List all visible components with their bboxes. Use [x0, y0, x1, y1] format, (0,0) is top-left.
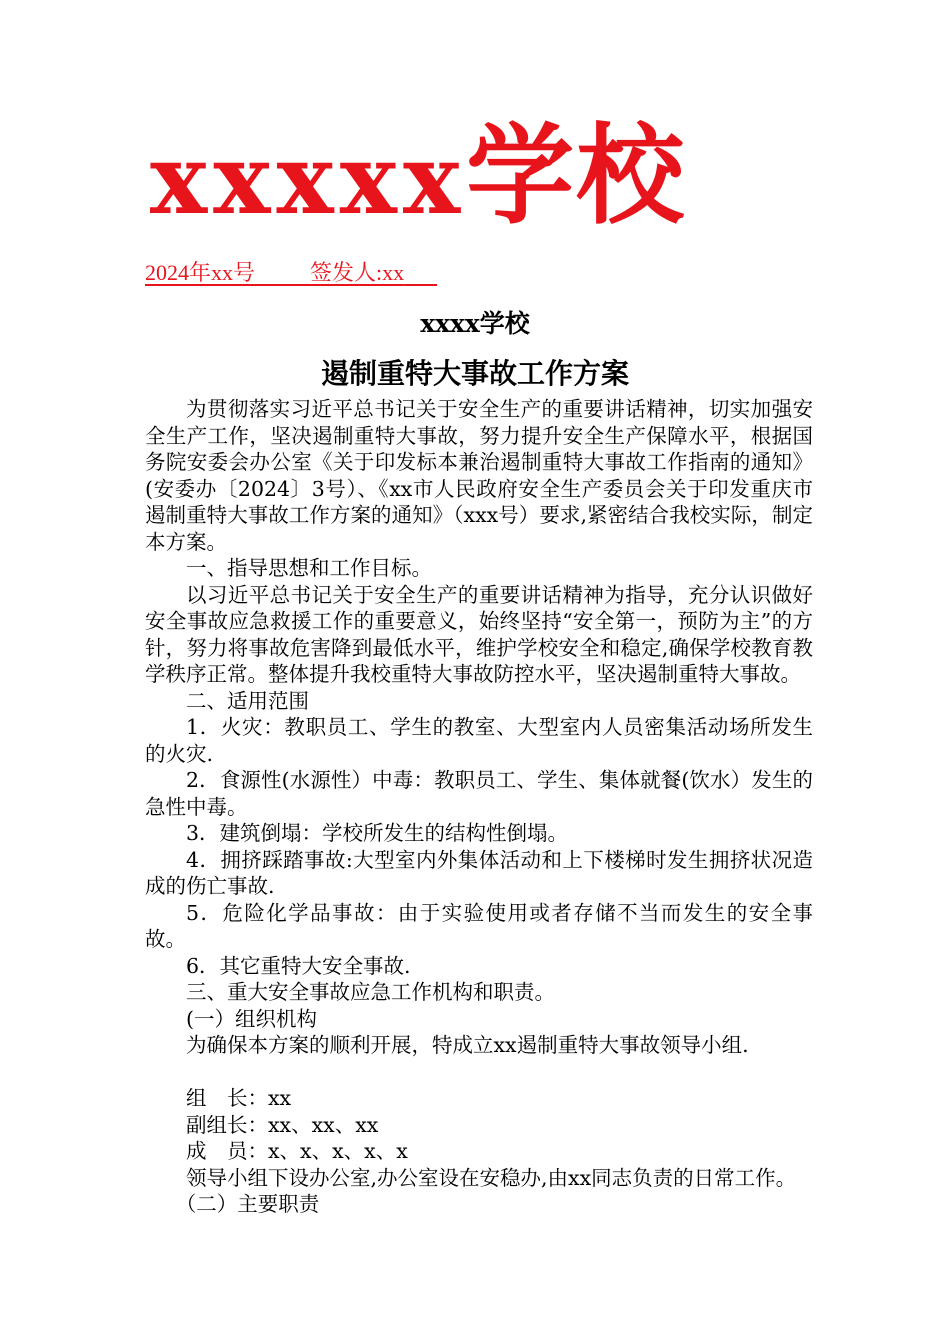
member-staff: 成 员：x、x、x、x、x: [186, 1139, 408, 1163]
list-item-collapse: 3．建筑倒塌：学校所发生的结构性倒塌。: [186, 821, 569, 845]
heading-section-1: 一、指导思想和工作目标。: [186, 556, 432, 580]
paragraph-guideline: 以习近平总书记关于安全生产的重要讲话精神为指导，充分认识做好安全事故应急救援工作的重要意义，始终坚持“安全第一，预防为主”的方针，努力将事故危害降到最低水平，维护学校安全和稳定,确保学校教育教学秩序正常。整体提升我校重特大事故防控水平，坚决遏制重特大事故。: [145, 582, 813, 686]
blank-line: [145, 1059, 813, 1086]
issuer: 签发人:xx: [310, 260, 405, 285]
paragraph-office: 领导小组下设办公室,办公室设在安稳办,由xx同志负责的日常工作。: [186, 1165, 797, 1190]
document-title: 遏制重特大事故工作方案: [320, 357, 629, 390]
heading-section-3: 三、重大安全事故应急工作机构和职责。: [186, 980, 555, 1004]
document-org: xxxx学校: [420, 309, 530, 338]
paragraph-leadership-group: 为确保本方案的顺利开展，特成立xx遏制重特大事故领导小组.: [186, 1033, 749, 1057]
list-item-poisoning: 2．食源性(水源性）中毒：教职员工、学生、集体就餐(饮水）发生的急性中毒。: [145, 768, 813, 819]
list-item-fire: 1．火灾：教职员工、学生的教室、大型室内人员密集活动场所发生的火灾.: [145, 715, 813, 766]
masthead-cjk: 学校: [466, 114, 687, 239]
list-item-chemical: 5．危险化学品事故：由于实验使用或者存储不当而发生的安全事故。: [145, 900, 813, 951]
paragraph-intro: 为贯彻落实习近平总书记关于安全生产的重要讲话精神，切实加强安全生产工作，坚决遏制重特大事故，努力提升安全生产保障水平，根据国务院安委会办公室《关于印发标本兼治遏制重特大事故工作指南的通知》(安委办〔2024〕3号）、《xx市人民政府安全生产委员会关于印发重庆市遏制重特大事故工作方案的通知》（xxx号）要求,紧密结合我校实际，制定本方案。: [145, 397, 813, 554]
issue-line: [145, 258, 437, 288]
heading-section-2: 二、适用范围: [186, 688, 309, 713]
list-item-stampede: 4．拥挤踩踏事故:大型室内外集体活动和上下楼梯时发生拥挤状况造成的伤亡事故.: [145, 847, 813, 898]
document-body: [145, 396, 813, 1218]
member-deputy: 副组长：xx、xx、xx: [186, 1112, 379, 1137]
heading-organization: (一）组织机构: [186, 1006, 317, 1031]
document-number: 2024年xx号: [145, 260, 256, 285]
masthead-title: [150, 112, 810, 242]
member-leader: 组 长：xx: [186, 1086, 292, 1110]
masthead-latin: xxxxx: [150, 123, 467, 236]
heading-duties: （二）主要职责: [175, 1192, 320, 1216]
list-item-other: 6．其它重特大安全事故.: [186, 953, 411, 978]
